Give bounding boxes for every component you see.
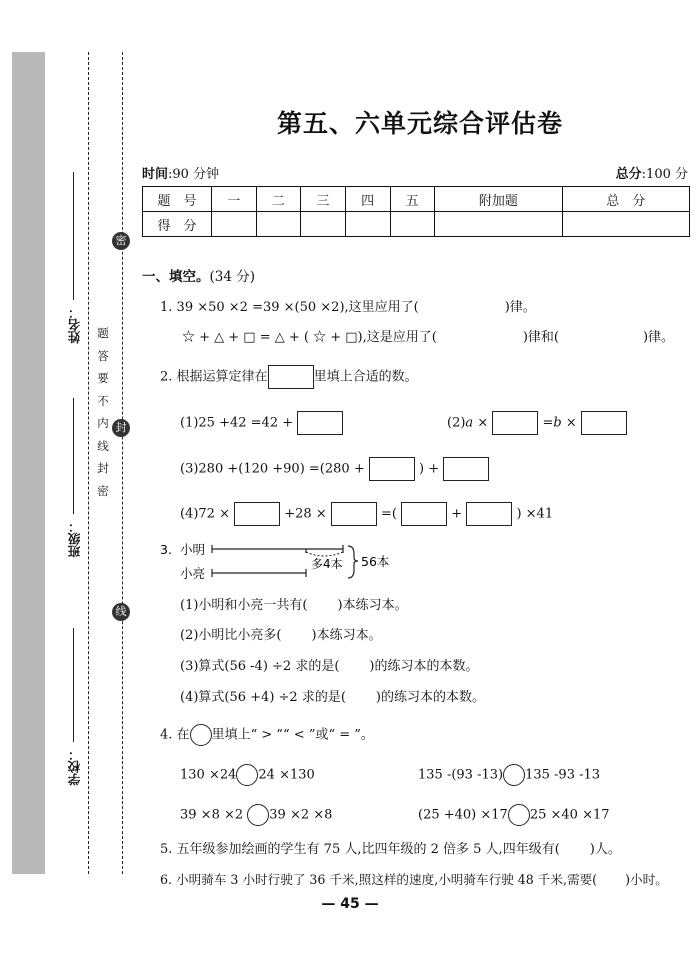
label-xiaoliang: 小亮 — [180, 566, 206, 581]
example-circle-icon — [190, 724, 212, 746]
score-table-score-row — [143, 212, 690, 237]
school-fill-line[interactable] — [73, 628, 74, 742]
q3-sub2: (2)小明比小亮多( )本练习本。 — [180, 628, 382, 643]
answer-box[interactable] — [234, 502, 280, 526]
answer-box[interactable] — [581, 411, 627, 435]
q6-text: 6. 小明骑车 3 小时行驶了 36 千米,照这样的速度,小明骑车行驶 48 千米,需要( )小时。 — [160, 872, 668, 887]
seal-xian-icon: 线 — [112, 603, 130, 621]
answer-box[interactable] — [369, 457, 415, 481]
page-number: — 45 — — [321, 896, 379, 912]
q2-instruction: 2. 根据运算定律在 里填上合适的数。 — [160, 365, 418, 389]
q3-sub1: (1)小明和小亮一共有( )本练习本。 — [180, 598, 408, 613]
q2-part3: (3)280 +(120 +90) =(280 + ) + — [180, 457, 489, 481]
notice-char: 密 — [97, 483, 109, 498]
table-cell: 一 — [212, 187, 257, 212]
answer-box[interactable] — [401, 502, 447, 526]
score-input-cell[interactable] — [345, 212, 390, 237]
score-input-cell[interactable] — [212, 212, 257, 237]
name-label: 姓名： — [67, 306, 82, 344]
score-table-header-row — [143, 187, 690, 212]
notice-char: 题 — [97, 326, 109, 340]
q4-compare-2: 135 -(93 -13) 135 -93 -13 — [418, 764, 600, 786]
section-1-heading: 一、填空。(34 分) — [142, 269, 256, 285]
total-score-info: 总分:100 分 — [615, 167, 688, 182]
score-input-cell[interactable] — [390, 212, 435, 237]
notice-char: 封 — [97, 461, 109, 475]
q4-instruction: 4. 在 里填上“ > ”“ < ”或“ = ”。 — [160, 724, 374, 746]
score-input-cell[interactable] — [435, 212, 562, 237]
label-xiaoming: 小明 — [180, 542, 206, 557]
notice-char: 内 — [97, 416, 109, 430]
notice-char: 答 — [97, 348, 109, 363]
answer-box[interactable] — [443, 457, 489, 481]
answer-box[interactable] — [466, 502, 512, 526]
dashed-cut-line-outer — [88, 52, 89, 874]
q4-compare-3: 39 ×8 ×2 39 ×2 ×8 — [180, 804, 332, 826]
notice-char: 要 — [97, 371, 109, 385]
notice-char: 线 — [97, 438, 109, 453]
dashed-cut-line-inner — [122, 52, 123, 874]
name-fill-line[interactable] — [73, 172, 74, 300]
table-cell: 总 分 — [562, 187, 689, 212]
seal-feng-icon: 封 — [112, 419, 130, 437]
table-cell: 三 — [301, 187, 346, 212]
table-cell: 题 号 — [143, 187, 212, 212]
q2-part2: (2)a × =b × — [447, 411, 627, 435]
total-label: 56本 — [361, 554, 390, 569]
score-input-cell[interactable] — [301, 212, 346, 237]
table-cell: 二 — [256, 187, 301, 212]
notice-char: 不 — [97, 393, 109, 408]
compare-circle[interactable] — [503, 764, 525, 786]
example-box-icon — [268, 365, 314, 389]
time-info: 时间:90 分钟 — [142, 167, 220, 182]
difference-label: 多4本 — [311, 557, 343, 571]
page-title: 第五、六单元综合评估卷 — [276, 109, 563, 138]
q5-text: 5. 五年级参加绘画的学生有 75 人,比四年级的 2 倍多 5 人,四年级有( )人。 — [160, 842, 621, 857]
score-table — [142, 186, 690, 237]
seal-mi-icon: 密 — [112, 232, 130, 250]
q2-part4: (4)72 × +28 × =( + ) ×41 — [180, 502, 553, 526]
line-segment-diagram — [160, 540, 400, 584]
total-brace — [348, 546, 358, 578]
score-input-cell[interactable] — [256, 212, 301, 237]
class-label: 班级： — [67, 520, 82, 558]
binding-notice — [96, 322, 110, 502]
compare-circle[interactable] — [247, 804, 269, 826]
table-cell: 附加题 — [435, 187, 562, 212]
table-cell: 五 — [390, 187, 435, 212]
q4-compare-1: 130 ×24 24 ×130 — [180, 764, 315, 786]
answer-box[interactable] — [297, 411, 343, 435]
compare-circle[interactable] — [508, 804, 530, 826]
answer-box[interactable] — [492, 411, 538, 435]
q4-compare-4: (25 +40) ×17 25 ×40 ×17 — [418, 804, 610, 826]
table-cell: 得 分 — [143, 212, 212, 237]
q3-number: 3. — [160, 542, 172, 557]
school-label: 学校： — [67, 748, 82, 786]
q1-line2: ☆ + △ + □ = △ + ( ☆ + □),这是应用了( )律和( )律。 — [182, 330, 675, 345]
q3-sub3: (3)算式(56 -4) ÷2 求的是( )的练习本的本数。 — [180, 659, 479, 674]
q1-line1: 1. 39 ×50 ×2 =39 ×(50 ×2),这里应用了( )律。 — [160, 300, 536, 315]
answer-box[interactable] — [331, 502, 377, 526]
table-cell: 四 — [345, 187, 390, 212]
binding-margin-band — [12, 52, 45, 874]
compare-circle[interactable] — [236, 764, 258, 786]
score-input-cell[interactable] — [562, 212, 689, 237]
difference-brace — [306, 552, 343, 556]
q3-sub4: (4)算式(56 +4) ÷2 求的是( )的练习本的本数。 — [180, 690, 485, 705]
q2-part1: (1)25 +42 =42 + — [180, 411, 343, 435]
class-fill-line[interactable] — [73, 398, 74, 514]
